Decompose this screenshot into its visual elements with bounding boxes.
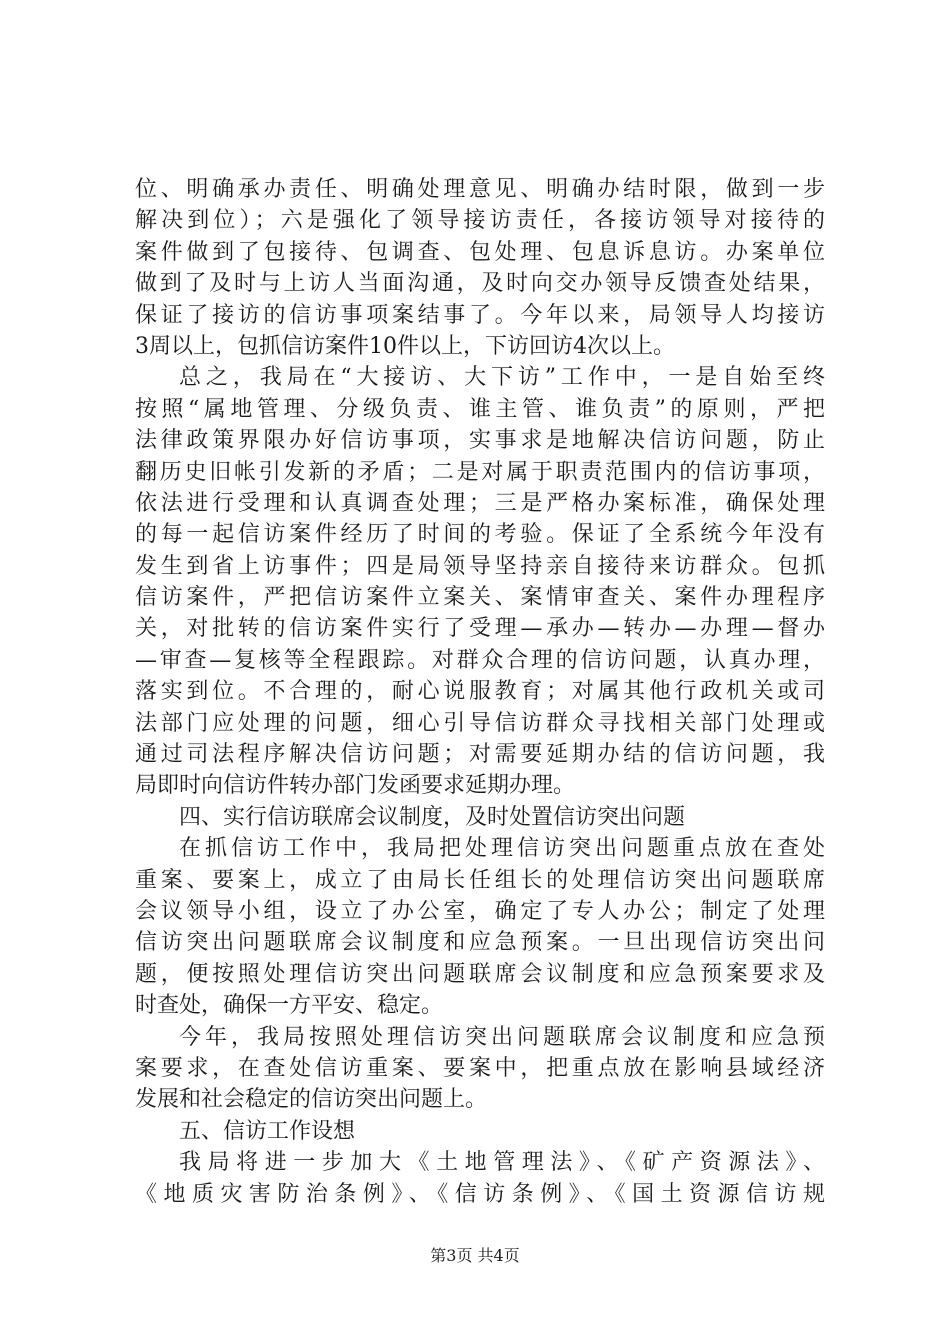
text-line: 3周以上，包抓信访案件10件以上，下访回访4次以上。 bbox=[135, 333, 675, 359]
paragraph-start-line: 我局将进一步加大《土地管理法》、《矿产资源法》、 bbox=[179, 1150, 825, 1176]
text-line: 案要求，在查处信访重案、要案中，把重点放在影响县域经济 bbox=[135, 1055, 825, 1081]
text-line: 位、明确承办责任、明确处理意见、明确办结时限，做到一步 bbox=[135, 177, 825, 202]
text-line: 时查处，确保一方平安、稳定。 bbox=[135, 993, 444, 1019]
text-line: 关，对批转的信访案件实行了受理—承办—转办—办理—督办 bbox=[135, 616, 825, 642]
text-line: 按照“属地管理、分级负责、谁主管、谁负责”的原则，严把 bbox=[135, 396, 825, 422]
text-line: 做到了及时与上访人当面沟通，及时向交办领导反馈查处结果， bbox=[135, 271, 825, 297]
text-line: 翻历史旧帐引发新的矛盾；二是对属于职责范围内的信访事项， bbox=[135, 459, 825, 485]
text-line: 局即时向信访件转办部门发函要求延期办理。 bbox=[135, 773, 576, 799]
paragraph-start-line: 今年，我局按照处理信访突出问题联席会议制度和应急预 bbox=[179, 1024, 825, 1050]
section-heading: 五、信访工作设想 bbox=[179, 1118, 356, 1144]
text-line: 重案、要案上，成立了由局长任组长的处理信访突出问题联席 bbox=[135, 867, 825, 893]
body-text bbox=[135, 174, 825, 1210]
text-line: 保证了接访的信访事项案结事了。今年以来，局领导人均接访 bbox=[135, 302, 825, 328]
page-number-footer: 第3页 共4页 bbox=[430, 1246, 520, 1265]
text-line: 发展和社会稳定的信访突出问题上。 bbox=[135, 1087, 488, 1113]
text-line: 通过司法程序解决信访问题；对需要延期办结的信访问题，我 bbox=[135, 742, 825, 768]
text-line: 的每一起信访案件经历了时间的考验。保证了全系统今年没有 bbox=[135, 522, 825, 548]
text-line: 信访突出问题联席会议制度和应急预案。一旦出现信访突出问 bbox=[135, 930, 825, 956]
text-line: 法部门应处理的问题，细心引导信访群众寻找相关部门处理或 bbox=[135, 710, 825, 736]
text-line: 会议领导小组，设立了办公室，确定了专人办公；制定了处理 bbox=[135, 898, 825, 924]
text-line: 《地质灾害防治条例》、《信访条例》、《国土资源信访规 bbox=[135, 1181, 825, 1207]
text-line: 信访案件，严把信访案件立案关、案情审查关、案件办理程序 bbox=[135, 585, 825, 611]
text-line: 发生到省上访事件；四是局领导坚持亲自接待来访群众。包抓 bbox=[135, 553, 825, 579]
text-line: —审查—复核等全程跟踪。对群众合理的信访问题，认真办理， bbox=[135, 647, 825, 673]
text-line: 题，便按照处理信访突出问题联席会议制度和应急预案要求及 bbox=[135, 961, 825, 987]
text-line: 落实到位。不合理的，耐心说服教育；对属其他行政机关或司 bbox=[135, 679, 825, 705]
text-line: 法律政策界限办好信访事项，实事求是地解决信访问题，防止 bbox=[135, 428, 825, 454]
paragraph-start-line: 在抓信访工作中，我局把处理信访突出问题重点放在查处 bbox=[179, 836, 825, 862]
text-line: 依法进行受理和认真调查处理；三是严格办案标准，确保处理 bbox=[135, 490, 825, 516]
paragraph-start-line: 总之，我局在“大接访、大下访”工作中，一是自始至终 bbox=[179, 365, 825, 391]
section-heading: 四、实行信访联席会议制度，及时处置信访突出问题 bbox=[179, 804, 686, 830]
text-line: 解决到位）；六是强化了领导接访责任，各接访领导对接待的 bbox=[135, 208, 825, 234]
text-line: 案件做到了包接待、包调查、包处理、包息诉息访。办案单位 bbox=[135, 239, 825, 265]
